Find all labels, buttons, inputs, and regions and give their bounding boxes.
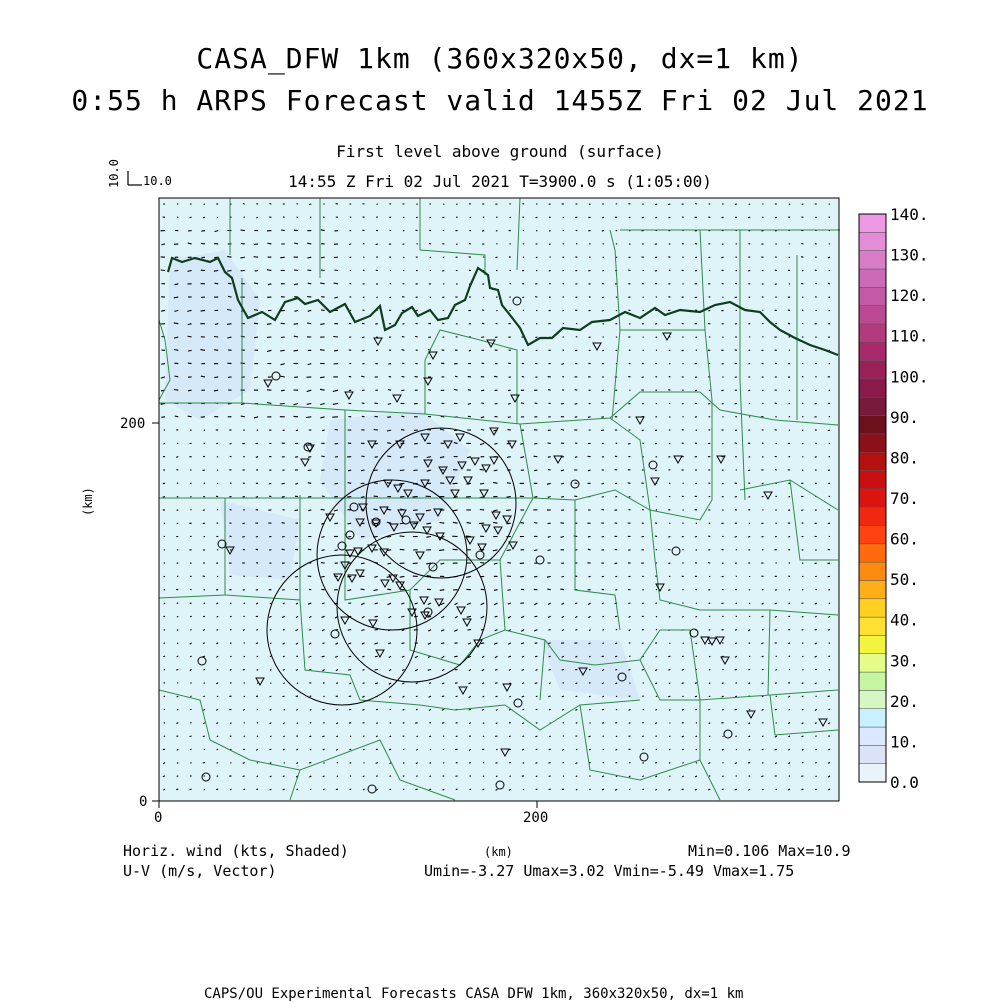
x-tick-0: 0	[154, 810, 162, 826]
colorbar-label: 20.	[890, 692, 919, 711]
colorbar-cell	[859, 287, 886, 305]
y-tick-0: 0	[139, 794, 147, 810]
colorbar-label: 80.	[890, 448, 919, 467]
colorbar-label: 50.	[890, 570, 919, 589]
colorbar-cell	[859, 452, 886, 470]
colorbar-cell	[859, 306, 886, 324]
colorbar-cell	[859, 361, 886, 379]
legend-field: Horiz. wind (kts, Shaded)	[123, 842, 349, 860]
colorbar-label: 100.	[890, 367, 929, 386]
title-line-1: CASA_DFW 1km (360x320x50, dx=1 km)	[0, 42, 1000, 75]
colorbar-label: 30.	[890, 651, 919, 670]
colorbar-cell	[859, 690, 886, 708]
colorbar-cell	[859, 654, 886, 672]
colorbar-cell	[859, 379, 886, 397]
colorbar-label: 90.	[890, 408, 919, 427]
colorbar-cell	[859, 544, 886, 562]
colorbar-cell	[859, 617, 886, 635]
legend-minmax: Min=0.106 Max=10.9	[688, 842, 851, 860]
colorbar-label: 110.	[890, 327, 929, 346]
colorbar-cell	[859, 342, 886, 360]
colorbar-cell	[859, 397, 886, 415]
colorbar-cell	[859, 745, 886, 763]
colorbar-cell	[859, 709, 886, 727]
colorbar-cell	[859, 635, 886, 653]
colorbar-cell	[859, 727, 886, 745]
reference-vector-vertical-label: 10.0	[107, 159, 121, 188]
colorbar-cell	[859, 525, 886, 543]
colorbar-cell	[859, 251, 886, 269]
colorbar-cell	[859, 489, 886, 507]
x-axis-unit: (km)	[484, 845, 513, 859]
colorbar-cell	[859, 580, 886, 598]
colorbar-cell	[859, 214, 886, 232]
colorbar-label: 10.	[890, 732, 919, 751]
reference-vector-horizontal-label: 10.0	[143, 174, 172, 188]
colorbar-cell	[859, 764, 886, 782]
colorbar-cell	[859, 269, 886, 287]
level-subtitle: First level above ground (surface)	[0, 142, 1000, 161]
colorbar-cell	[859, 562, 886, 580]
legend-components: Umin=-3.27 Umax=3.02 Vmin=-5.49 Vmax=1.75	[424, 862, 794, 880]
x-tick-200: 200	[523, 810, 548, 826]
colorbar-label: 130.	[890, 246, 929, 265]
colorbar-label: 40.	[890, 611, 919, 630]
colorbar-label: 60.	[890, 530, 919, 549]
colorbar-cell	[859, 232, 886, 250]
colorbar-label: 140.	[890, 205, 929, 224]
title-line-2: 0:55 h ARPS Forecast valid 1455Z Fri 02 Jul 2021	[0, 84, 1000, 117]
colorbar-cell	[859, 324, 886, 342]
colorbar-cell	[859, 507, 886, 525]
colorbar-cell	[859, 471, 886, 489]
valid-time-subtitle: 14:55 Z Fri 02 Jul 2021 T=3900.0 s (1:05:00)	[0, 172, 1000, 191]
colorbar-label: 70.	[890, 489, 919, 508]
colorbar-label: 120.	[890, 286, 929, 305]
colorbar-cell	[859, 434, 886, 452]
footer-credit: CAPS/OU Experimental Forecasts CASA DFW 1km, 360x320x50, dx=1 km	[204, 986, 743, 1002]
colorbar-cells	[859, 214, 886, 782]
colorbar-label: 0.0	[890, 773, 919, 792]
y-axis-unit: (km)	[81, 487, 95, 516]
legend-vector: U-V (m/s, Vector)	[123, 862, 277, 880]
y-tick-200: 200	[120, 416, 145, 432]
colorbar-cell	[859, 672, 886, 690]
colorbar-labels	[890, 205, 929, 792]
colorbar-cell	[859, 416, 886, 434]
colorbar-cell	[859, 599, 886, 617]
